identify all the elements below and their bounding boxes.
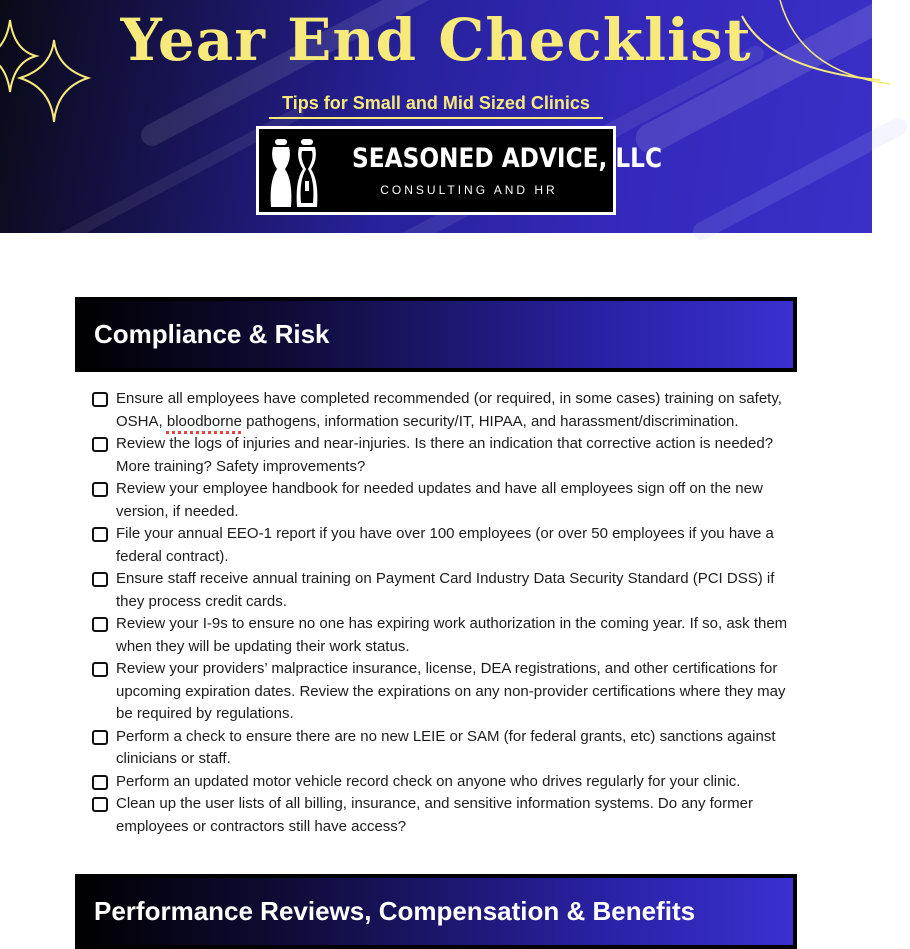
checklist-item	[91, 613, 801, 658]
checkbox[interactable]	[92, 482, 108, 497]
checklist-item-text: Ensure staff receive annual training on Payment Card Industry Data Security Standard (PCI DSS) if they process credit cards.	[116, 570, 775, 610]
section-header-performance	[75, 874, 797, 949]
checklist-item	[91, 658, 801, 726]
checkbox[interactable]	[92, 437, 108, 452]
misspelled-word[interactable]: bloodborne	[166, 412, 242, 430]
section-title: Performance Reviews, Compensation & Benefits	[94, 896, 696, 926]
checklist-item	[91, 568, 801, 613]
checklist-item-text: Review the logs of injuries and near-injuries. Is there an indication that corrective action is needed? More training? Safety improvements?	[116, 435, 774, 475]
checklist-item	[91, 726, 801, 771]
company-logo	[256, 126, 663, 215]
checkbox[interactable]	[92, 730, 108, 745]
checklist-item-text: Review your I-9s to ensure no one has expiring work authorization in the coming year. If so, ask them when they will be updating their work status.	[116, 615, 788, 655]
checkbox[interactable]	[92, 392, 108, 407]
page-subtitle: Tips for Small and Mid Sized Clinics	[269, 90, 603, 119]
logo-tagline: CONSULTING AND HR	[380, 183, 558, 197]
checkbox[interactable]	[92, 662, 108, 677]
section-title: Compliance & Risk	[94, 319, 330, 349]
checklist-item	[91, 523, 801, 568]
checkbox[interactable]	[92, 572, 108, 587]
checklist-item-text: Review your providers’ malpractice insurance, license, DEA registrations, and other certifications for upcoming expiration dates. Review the expirations on any non-provider certifications where they may be required by regulations.	[116, 660, 786, 722]
checklist-item	[91, 388, 801, 433]
checkbox[interactable]	[92, 527, 108, 542]
checkbox[interactable]	[92, 775, 108, 790]
compliance-checklist	[91, 388, 801, 838]
checkbox[interactable]	[92, 617, 108, 632]
section-header-compliance	[75, 297, 797, 372]
checklist-item-text: Perform an updated motor vehicle record check on anyone who drives regularly for your clinic.	[116, 772, 741, 790]
checklist-item	[91, 771, 801, 794]
logo-brand-name: SEASONED ADVICE, LLC	[352, 143, 663, 174]
salt-pepper-shaker-icon	[269, 137, 323, 209]
checkbox[interactable]	[92, 797, 108, 812]
brush-streak	[690, 115, 910, 244]
checklist-item-text: Perform a check to ensure there are no new LEIE or SAM (for federal grants, etc) sanctions against clinicians or staff.	[116, 727, 776, 767]
page-title: Year End Checklist	[120, 6, 752, 74]
checklist-item-text: Review your employee handbook for needed updates and have all employees sign off on the new version, if needed.	[116, 480, 763, 520]
checklist-item	[91, 478, 801, 523]
header-banner	[0, 0, 872, 233]
checklist-item	[91, 433, 801, 478]
checklist-item	[91, 793, 801, 838]
checklist-item-text: File your annual EEO-1 report if you have over 100 employees (or over 50 employees if you have a federal contract).	[116, 525, 774, 565]
checklist-item-text: Ensure all employees have completed recommended (or required, in some cases) training on safety, OSHA, bloodborne pathogens, information security/IT, HIPAA, and harassment/discrimination.	[116, 390, 782, 430]
checklist-item-text: Clean up the user lists of all billing, insurance, and sensitive information systems. Do any former employees or contractors still have access?	[116, 795, 753, 835]
